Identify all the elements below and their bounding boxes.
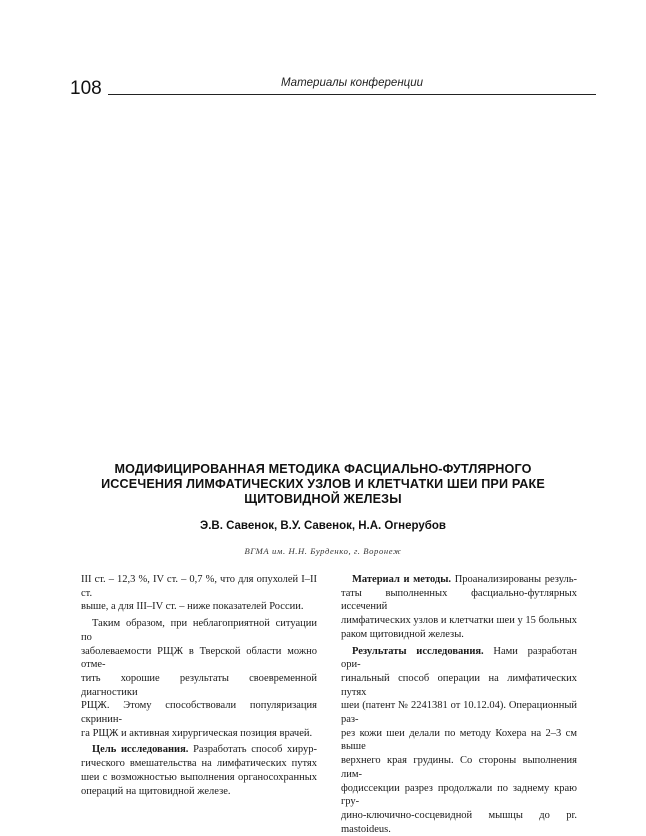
text-line: таты выполненных фасциально-футлярных иссечений	[341, 587, 577, 613]
text-line: раком щитовидной железы.	[341, 628, 464, 640]
text-line	[341, 645, 577, 672]
text-line: шеи (патент № 2241381 от 10.12.04). Операционный раз-	[341, 700, 577, 726]
title-line: ЩИТОВИДНОЙ ЖЕЛЕЗЫ	[244, 492, 402, 507]
text-line	[341, 573, 577, 587]
text-line: фодиссекции разрез продолжали по заднему краю гру-	[341, 782, 577, 808]
running-title: Материалы конференции	[280, 77, 424, 89]
authors: Э.В. Савенок, В.У. Савенок, Н.А. Огнерубов	[200, 520, 446, 532]
title-line: ИССЕЧЕНИЯ ЛИМФАТИЧЕСКИХ УЗЛОВ И КЛЕТЧАТКИ ШЕИ ПРИ РАКЕ	[101, 477, 545, 492]
title-line: МОДИФИЦИРОВАННАЯ МЕТОДИКА ФАСЦИАЛЬНО-ФУТЛЯРНОГО	[114, 462, 532, 476]
page-number: 108	[70, 78, 102, 99]
text-line: гинальный способ операции на лимфатических путях	[341, 672, 577, 698]
text-line: рез кожи шеи делали по методу Кохера на 2–3 см выше	[341, 727, 577, 753]
paragraph	[81, 743, 317, 798]
text-line: выше, а для III–IV ст. – ниже показателей России.	[81, 601, 304, 613]
text-line: заболеваемости РЩЖ в Тверской области можно отме-	[81, 645, 317, 671]
left-column	[81, 573, 317, 798]
text-fragment: Проанализированы резуль-	[454, 574, 578, 585]
text-line: операций на щитовидной железе.	[81, 785, 231, 797]
paragraph	[341, 573, 577, 642]
text-line: гического вмешательства на лимфатических путях	[81, 758, 317, 770]
paragraph	[81, 573, 317, 614]
text-line: Таким образом, при неблагоприятной ситуации по	[81, 618, 317, 643]
paragraph	[341, 645, 577, 836]
text-line: га РЩЖ и активная хирургическая позиция врачей.	[81, 727, 313, 739]
text-line: тить хорошие результаты своевременной диагностики	[81, 672, 317, 698]
text-line: III ст. – 12,3 %, IV ст. – 0,7 %, что для опухолей I–II ст.	[81, 574, 317, 599]
text-fragment: Разработать способ хирур-	[193, 744, 318, 756]
paragraph	[81, 617, 317, 740]
affiliation: ВГМА им. Н.Н. Бурденко, г. Воронеж	[244, 546, 402, 556]
text-fragment: Нами разработан ори-	[341, 645, 577, 671]
header-rule	[108, 94, 596, 95]
text-line: верхнего края грудины. Со стороны выполнения лим-	[341, 755, 577, 780]
section-heading: Цель исследования.	[92, 744, 189, 756]
article-title	[90, 462, 556, 508]
text-line: шеи с возможностью выполнения органосохранных	[81, 771, 317, 783]
section-heading: Результаты исследования.	[352, 645, 484, 657]
right-column	[341, 573, 577, 836]
text-line: РЩЖ. Этому способствовали популяризация скринин-	[81, 700, 317, 726]
text-line	[81, 743, 317, 757]
text-line: дино-ключично-сосцевидной мышцы до pr. mastoideus.	[341, 809, 577, 835]
text-line: лимфатических узлов и клетчатки шеи у 15 больных	[341, 615, 577, 627]
section-heading: Материал и методы.	[352, 574, 452, 585]
